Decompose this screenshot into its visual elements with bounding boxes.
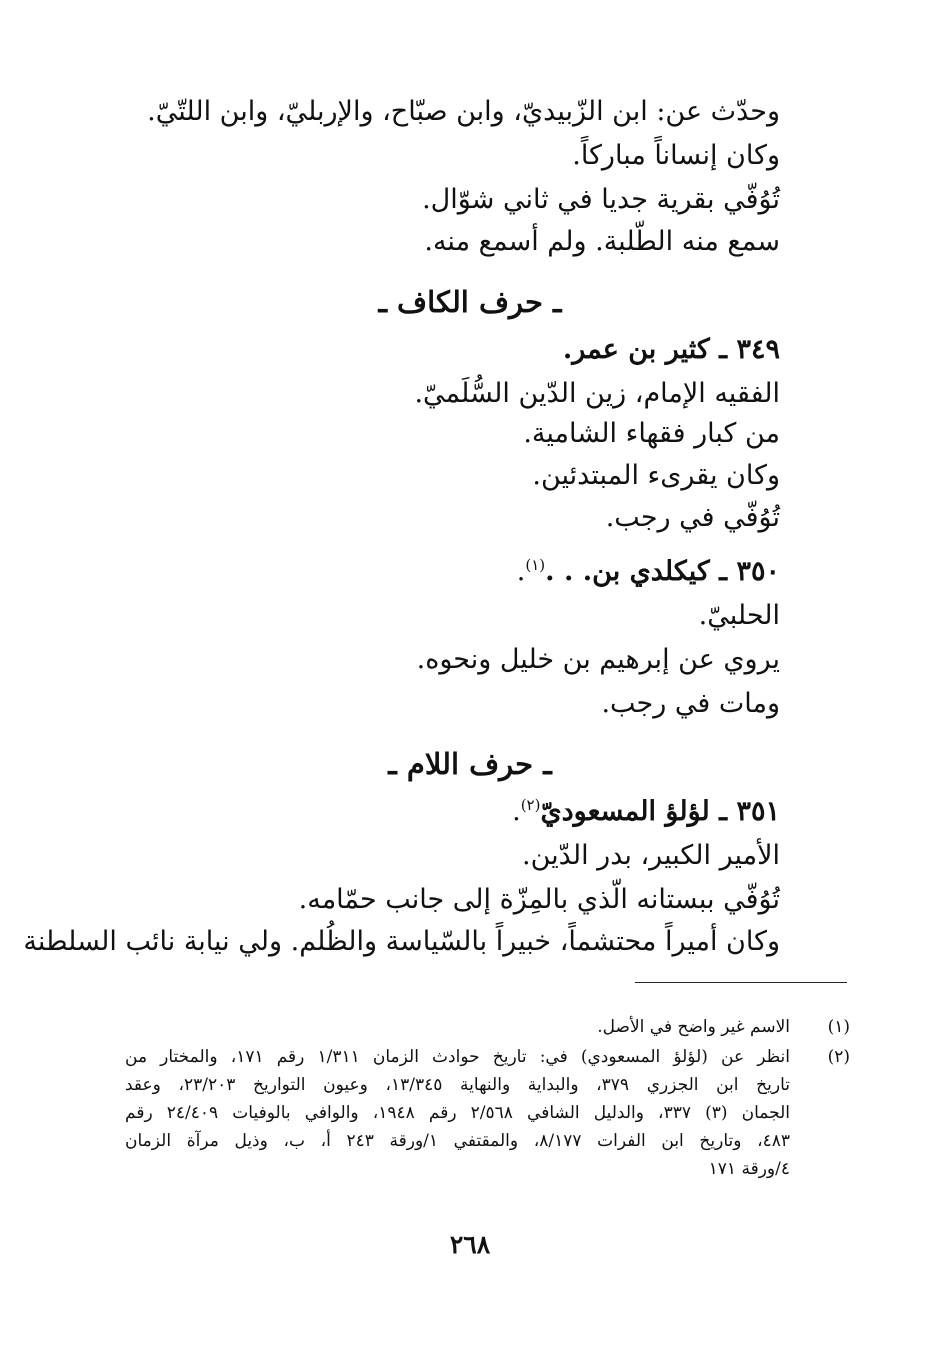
entry-350-line: الحلبيّ.	[698, 600, 780, 631]
entry-349-line: الفقيه الإمام، زين الدّين السُّلَميّ.	[414, 378, 780, 409]
body-line: وحدّث عن: ابن الزّبيديّ، وابن صبّاح، والإربليّ، وابن اللتّيّ.	[147, 96, 780, 127]
entry-350-line: ومات في رجب.	[601, 688, 780, 719]
footnote-number: (٢)	[827, 1047, 850, 1067]
entry-351-end: .	[512, 796, 521, 827]
footnote-ref-1[interactable]: (١)	[525, 556, 546, 574]
section-heading-kaf: ـ حرف الكاف ـ	[378, 285, 562, 319]
footnote-text: الاسم غير واضح في الأصل.	[597, 1017, 790, 1037]
entry-351-line: وكان أميراً محتشماً، خبيراً بالسّياسة والظُلم. ولي نيابة نائب السلطنة	[23, 926, 780, 957]
body-line: تُوُفّي بقرية جديا في ثاني شوّال.	[422, 184, 780, 215]
entry-349-line: تُوُفّي في رجب.	[605, 502, 780, 533]
entry-350-title: ٣٥٠ ـ كيكلدي بن. . .	[545, 556, 780, 587]
footnote-text: تاريخ ابن الجزري ٣٧٩، والبداية والنهاية ١٣/٣٤٥، وعيون التواريخ ٢٣/٢٠٣، وعقد	[125, 1075, 790, 1095]
entry-349-title: ٣٤٩ ـ كثير بن عمر.	[562, 334, 780, 365]
footnote-text: الجمان (٣) ٣٣٧، والدليل الشافي ٢/٥٦٨ رقم ١٩٤٨، والوافي بالوفيات ٢٤/٤٠٩ رقم	[125, 1103, 790, 1123]
footnote-separator	[635, 982, 847, 983]
entry-350-line: يروي عن إبرهيم بن خليل ونحوه.	[416, 644, 780, 675]
entry-351-title-line	[512, 792, 780, 832]
entry-351-title: ٣٥١ ـ لؤلؤ المسعوديّ	[540, 796, 780, 827]
entry-349-line: من كبار فقهاء الشامية.	[523, 418, 780, 449]
entry-350-title-line	[517, 552, 780, 592]
entry-349-line: وكان يقرىء المبتدئين.	[532, 460, 780, 491]
footnote-text: ٤/ورقة ١٧١	[708, 1159, 790, 1179]
entry-351-line: الأمير الكبير، بدر الدّين.	[522, 840, 780, 871]
body-line: وكان إنساناً مباركاً.	[572, 140, 780, 171]
entry-351-line: تُوُفّي ببستانه الّذي بالمِزّة إلى جانب حمّامه.	[298, 884, 780, 915]
footnote-text: ٤٨٣، وتاريخ ابن الفرات ٨/١٧٧، والمقتفي ١/ورقة ٢٤٣ أ، ب، وذيل مرآة الزمان	[125, 1131, 790, 1151]
section-heading-lam: ـ حرف اللام ـ	[388, 747, 552, 781]
entry-350-end: .	[516, 556, 526, 587]
page-number: ٢٦٨	[449, 1230, 491, 1259]
footnote-number: (١)	[827, 1017, 850, 1037]
body-line: سمع منه الطّلبة. ولم أسمع منه.	[424, 226, 780, 257]
footnote-text: انظر عن (لؤلؤ المسعودي) في: تاريخ حوادث الزمان ١/٣١١ رقم ١٧١، والمختار من	[125, 1047, 790, 1067]
footnote-ref-2[interactable]: (٢)	[520, 796, 541, 814]
